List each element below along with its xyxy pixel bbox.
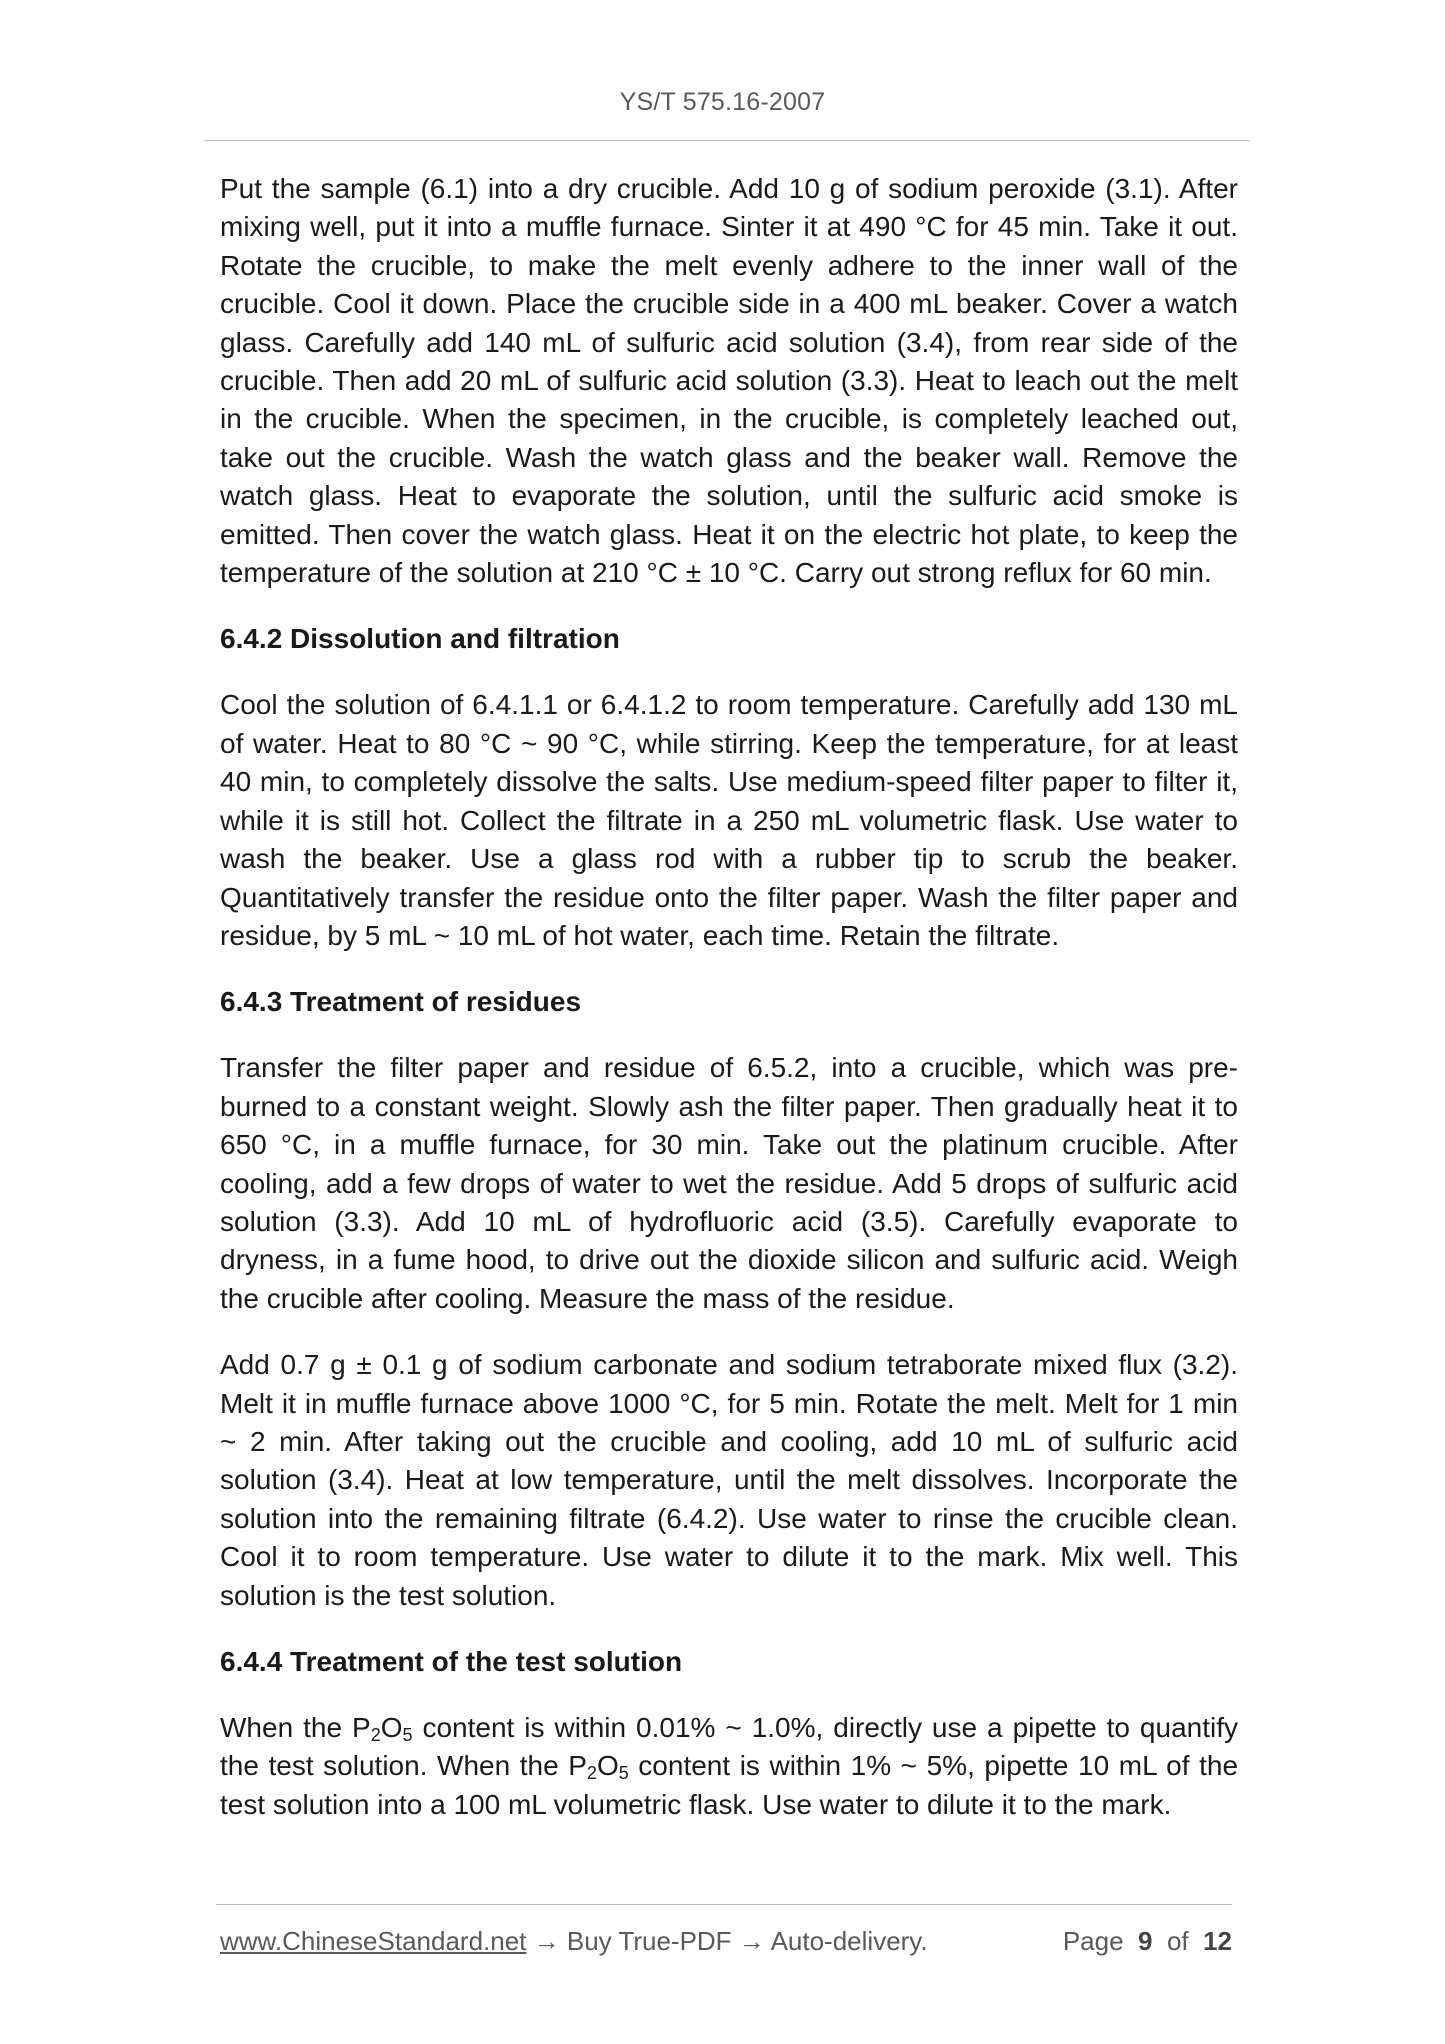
paragraph-residue-treatment: Transfer the filter paper and residue of 6.5.2, into a crucible, which was pre-burned to a constant weight. Slowly ash the filter paper. Then gradually heat it to 650 °C, in a muffle furnace, for 30 min. Take out the platinum crucible. After cooling, add a few drops of water to wet the residue. Add 5 drops of sulfuric acid solution (3.3). Add 10 mL of hydrofluoric acid (3.5). Carefully evaporate to dryness, in a fume hood, to drive out the dioxide silicon and sulfuric acid. Weigh the crucible after cooling. Measure the mass of the residue. (220, 1052, 1238, 1314)
paragraph-flux-melt: Add 0.7 g ± 0.1 g of sodium carbonate and sodium tetraborate mixed flux (3.2). Melt it in muffle furnace above 1000 °C, for 5 min. Rotate the melt. Melt for 1 min ~ 2 min. After taking out the crucible and cooling, add 10 mL of sulfuric acid solution (3.4). Heat at low temperature, until the melt dissolves. Incorporate the solution into the remaining filtrate (6.4.2). Use water to rinse the crucible clean. Cool it to room temperature. Use water to dilute it to the mark. Mix well. This solution is the test solution. (220, 1349, 1238, 1611)
paragraph-dissolution-filtration: Cool the solution of 6.4.1.1 or 6.4.1.2 to room temperature. Carefully add 130 mL of water. Heat to 80 °C ~ 90 °C, while stirring. Keep the temperature, for at least 40 min, to completely dissolve the salts. Use medium-speed filter paper to filter it, while it is still hot. Collect the filtrate in a 250 mL volumetric flask. Use water to wash the beaker. Use a glass rod with a rubber tip to scrub the beaker. Quantitatively transfer the residue onto the filter paper. Wash the filter paper and residue, by 5 mL ~ 10 mL of hot water, each time. Retain the filtrate. (220, 689, 1238, 951)
page-content (220, 170, 1238, 1824)
header-divider (205, 140, 1250, 141)
promo-text: → Buy True-PDF → Auto-delivery. (526, 1926, 928, 1956)
footer-promo (220, 1926, 928, 1957)
current-page: 9 (1138, 1926, 1153, 1956)
standard-number: YS/T 575.16-2007 (619, 88, 826, 116)
paragraph-test-solution: When the $P_2O_5$ content is within 0.01% ~ 1.0%, directly use a pipette to quantify the test solution. When the $P_2O_5$ content is within 1% ~ 5%, pipette 10 mL of the test solution into a 100 mL volumetric flask. Use water to dilute it to the mark. (220, 1712, 1239, 1820)
section-heading-6-4-3: 6.4.3 Treatment of residues (220, 986, 582, 1018)
site-link[interactable]: www.ChineseStandard.net (220, 1926, 527, 1956)
page-header (0, 88, 1445, 117)
paragraph-sinter-procedure: Put the sample (6.1) into a dry crucible. Add 10 g of sodium peroxide (3.1). After mixing well, put it into a muffle furnace. Sinter it at 490 °C for 45 min. Take it out. Rotate the crucible, to make the melt evenly adhere to the inner wall of the crucible. Cool it down. Place the crucible side in a 400 mL beaker. Cover a watch glass. Carefully add 140 mL of sulfuric acid solution (3.4), from rear side of the crucible. Then add 20 mL of sulfuric acid solution (3.3). Heat to leach out the melt in the crucible. When the specimen, in the crucible, is completely leached out, take out the crucible. Wash the watch glass and the beaker wall. Remove the watch glass. Heat to evaporate the solution, until the sulfuric acid smoke is emitted. Then cover the watch glass. Heat it on the electric hot plate, to keep the temperature of the solution at 210 °C ± 10 °C. Carry out strong reflux for 60 min. (220, 173, 1238, 589)
section-heading-6-4-2: 6.4.2 Dissolution and filtration (220, 623, 620, 655)
footer-divider (216, 1904, 1232, 1905)
page-number: Page 9 of 12 (1062, 1926, 1232, 1956)
section-heading-6-4-4: 6.4.4 Treatment of the test solution (220, 1646, 683, 1677)
page-footer (220, 1926, 1232, 1966)
total-pages: 12 (1203, 1926, 1232, 1956)
